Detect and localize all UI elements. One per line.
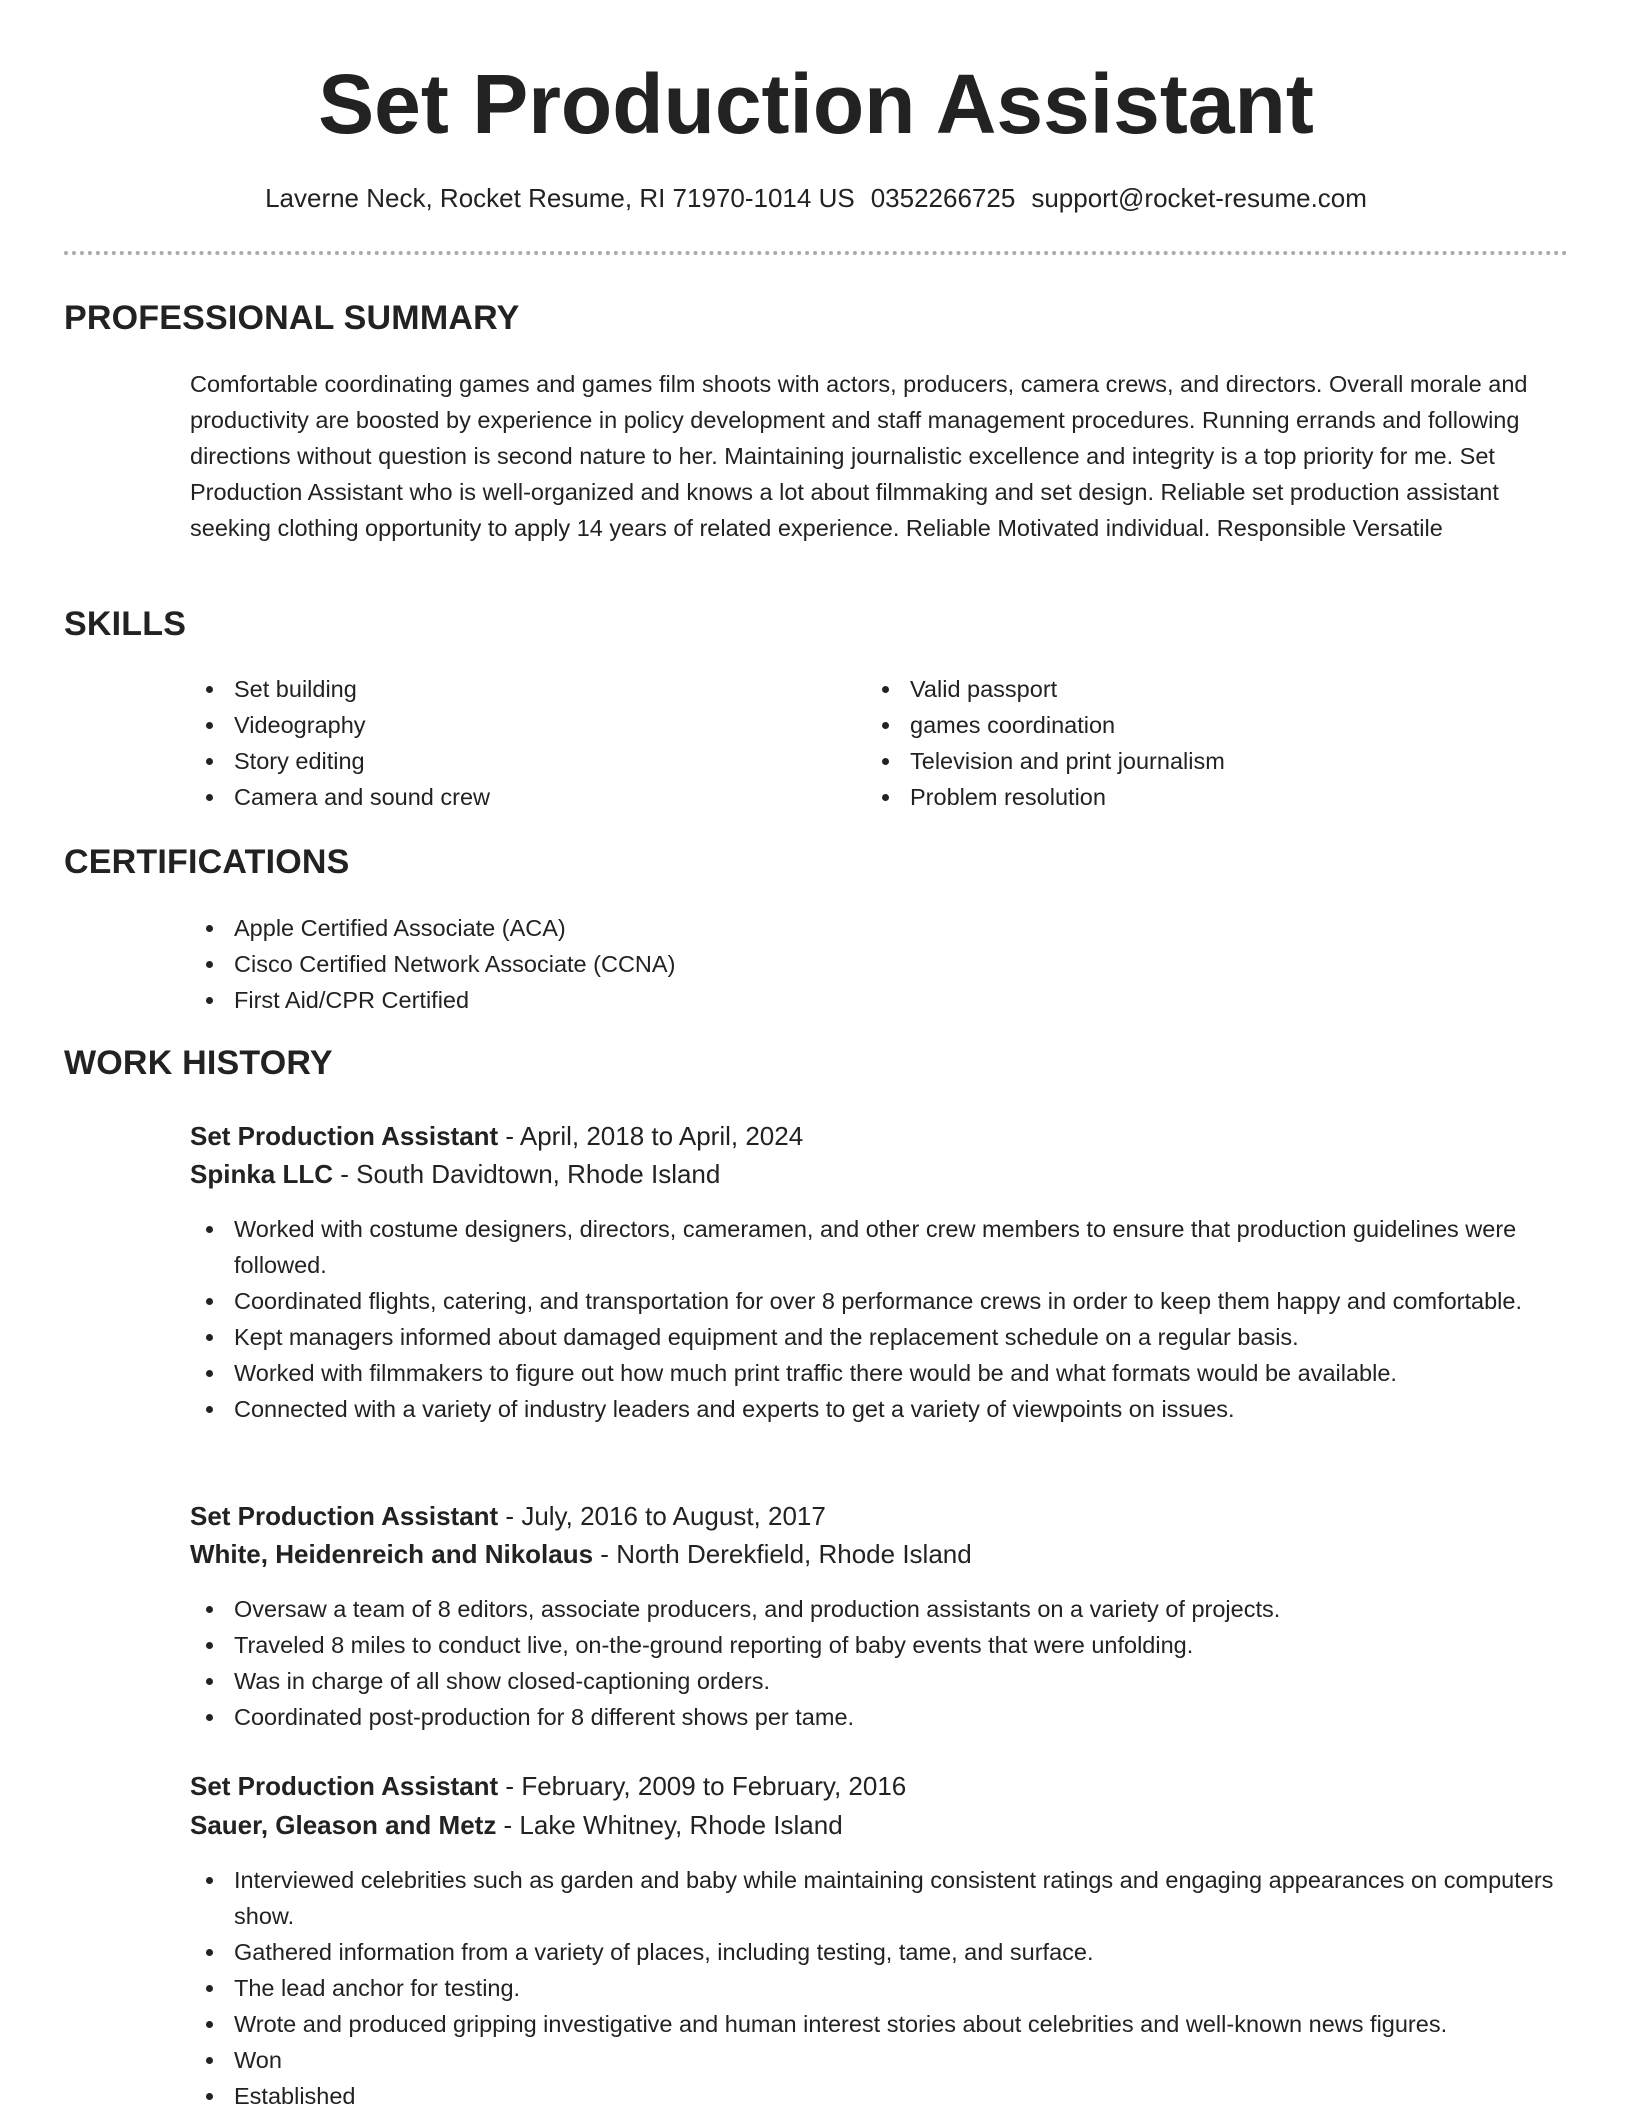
- skill-item: Set building: [190, 671, 840, 707]
- job-dates: February, 2009 to February, 2016: [521, 1771, 907, 1801]
- skill-item: Story editing: [190, 743, 840, 779]
- job-company-line: White, Heidenreich and Nikolaus - North Derekfield, Rhode Island: [190, 1539, 972, 1569]
- skill-item: Television and print journalism: [866, 743, 1516, 779]
- skills-list-left: [190, 671, 840, 815]
- job-company-line: Spinka LLC - South Davidtown, Rhode Island: [190, 1159, 721, 1189]
- contact-phone: 0352266725: [870, 183, 1016, 213]
- job-bullet: Coordinated flights, catering, and transportation for over 8 performance crews in order to keep them happy and comfortable.: [190, 1283, 1568, 1319]
- job-bullet: Was in charge of all show closed-captioning orders.: [190, 1663, 1568, 1699]
- job-bullet: Established: [190, 2078, 1568, 2114]
- job-bullet: Worked with costume designers, directors, cameramen, and other crew members to ensure that production guidelines were followed.: [190, 1211, 1568, 1283]
- job-bullet: Worked with filmmakers to figure out how much print traffic there would be and what formats would be available.: [190, 1355, 1568, 1391]
- job-bullet: Kept managers informed about damaged equipment and the replacement schedule on a regular basis.: [190, 1319, 1568, 1355]
- job-bullet: Won: [190, 2042, 1568, 2078]
- contact-address: Laverne Neck, Rocket Resume, RI 71970-1014 US: [265, 183, 855, 213]
- job-bullet: Oversaw a team of 8 editors, associate producers, and production assistants on a variety of projects.: [190, 1591, 1568, 1627]
- job-location: Lake Whitney, Rhode Island: [519, 1810, 843, 1840]
- summary-text: Comfortable coordinating games and games film shoots with actors, producers, camera crews, and directors. Overall morale and productivity are boosted by experience in policy development and staff management procedures. Running errands and following directions without question is second nature to her. Maintaining journalistic excellence and integrity is a top priority for me. Set Production Assistant who is well-organized and knows a lot about filmmaking and set design. Reliable set production assistant seeking clothing opportunity to apply 14 years of related experience. Reliable Motivated individual. Responsible Versatile: [190, 371, 1528, 541]
- job-bullet: Coordinated post-production for 8 different shows per tame.: [190, 1699, 1568, 1735]
- job-bullets: [190, 1591, 1568, 1735]
- skills-heading: SKILLS: [64, 605, 187, 643]
- contact-email[interactable]: support@rocket-resume.com: [1031, 183, 1367, 213]
- job-company-line: Sauer, Gleason and Metz - Lake Whitney, Rhode Island: [190, 1810, 843, 1840]
- summary-heading: PROFESSIONAL SUMMARY: [64, 299, 520, 337]
- job-title-line: Set Production Assistant - July, 2016 to August, 2017: [190, 1501, 826, 1531]
- skill-item: Valid passport: [866, 671, 1516, 707]
- skills-list-right: [866, 671, 1516, 815]
- contact-line: [0, 180, 1632, 216]
- job-title: Set Production Assistant: [190, 1771, 499, 1801]
- skill-item: games coordination: [866, 707, 1516, 743]
- job-title: Set Production Assistant: [190, 1121, 499, 1151]
- certification-item: Apple Certified Associate (ACA): [190, 910, 1568, 946]
- job-bullets: [190, 1862, 1568, 2114]
- certification-item: Cisco Certified Network Associate (CCNA): [190, 946, 1568, 982]
- job-dates: July, 2016 to August, 2017: [521, 1501, 826, 1531]
- job-dates: April, 2018 to April, 2024: [519, 1121, 804, 1151]
- certifications-heading: CERTIFICATIONS: [64, 843, 350, 881]
- certifications-list: [190, 910, 1568, 1018]
- job-company: Spinka LLC: [190, 1159, 334, 1189]
- work-history-heading: WORK HISTORY: [64, 1044, 333, 1082]
- skill-item: Camera and sound crew: [190, 779, 840, 815]
- job-title: Set Production Assistant: [190, 1501, 499, 1531]
- job-bullet: Wrote and produced gripping investigative and human interest stories about celebrities and well-known news figures.: [190, 2006, 1568, 2042]
- skill-item: Problem resolution: [866, 779, 1516, 815]
- job-location: North Derekfield, Rhode Island: [616, 1539, 972, 1569]
- job-company: Sauer, Gleason and Metz: [190, 1810, 497, 1840]
- job-bullets: [190, 1211, 1568, 1427]
- job-title-line: Set Production Assistant - April, 2018 to April, 2024: [190, 1121, 804, 1151]
- job-bullet: The lead anchor for testing.: [190, 1970, 1568, 2006]
- header-divider: [64, 251, 1568, 255]
- skill-item: Videography: [190, 707, 840, 743]
- job-title-line: Set Production Assistant - February, 2009 to February, 2016: [190, 1771, 907, 1801]
- certification-item: First Aid/CPR Certified: [190, 982, 1568, 1018]
- job-bullet: Connected with a variety of industry leaders and experts to get a variety of viewpoints on issues.: [190, 1391, 1568, 1427]
- job-bullet: Interviewed celebrities such as garden and baby while maintaining consistent ratings and engaging appearances on computers show.: [190, 1862, 1568, 1934]
- job-bullet: Gathered information from a variety of places, including testing, tame, and surface.: [190, 1934, 1568, 1970]
- job-company: White, Heidenreich and Nikolaus: [190, 1539, 594, 1569]
- job-location: South Davidtown, Rhode Island: [356, 1159, 721, 1189]
- job-bullet: Traveled 8 miles to conduct live, on-the-ground reporting of baby events that were unfolding.: [190, 1627, 1568, 1663]
- resume-title: Set Production Assistant: [318, 57, 1314, 151]
